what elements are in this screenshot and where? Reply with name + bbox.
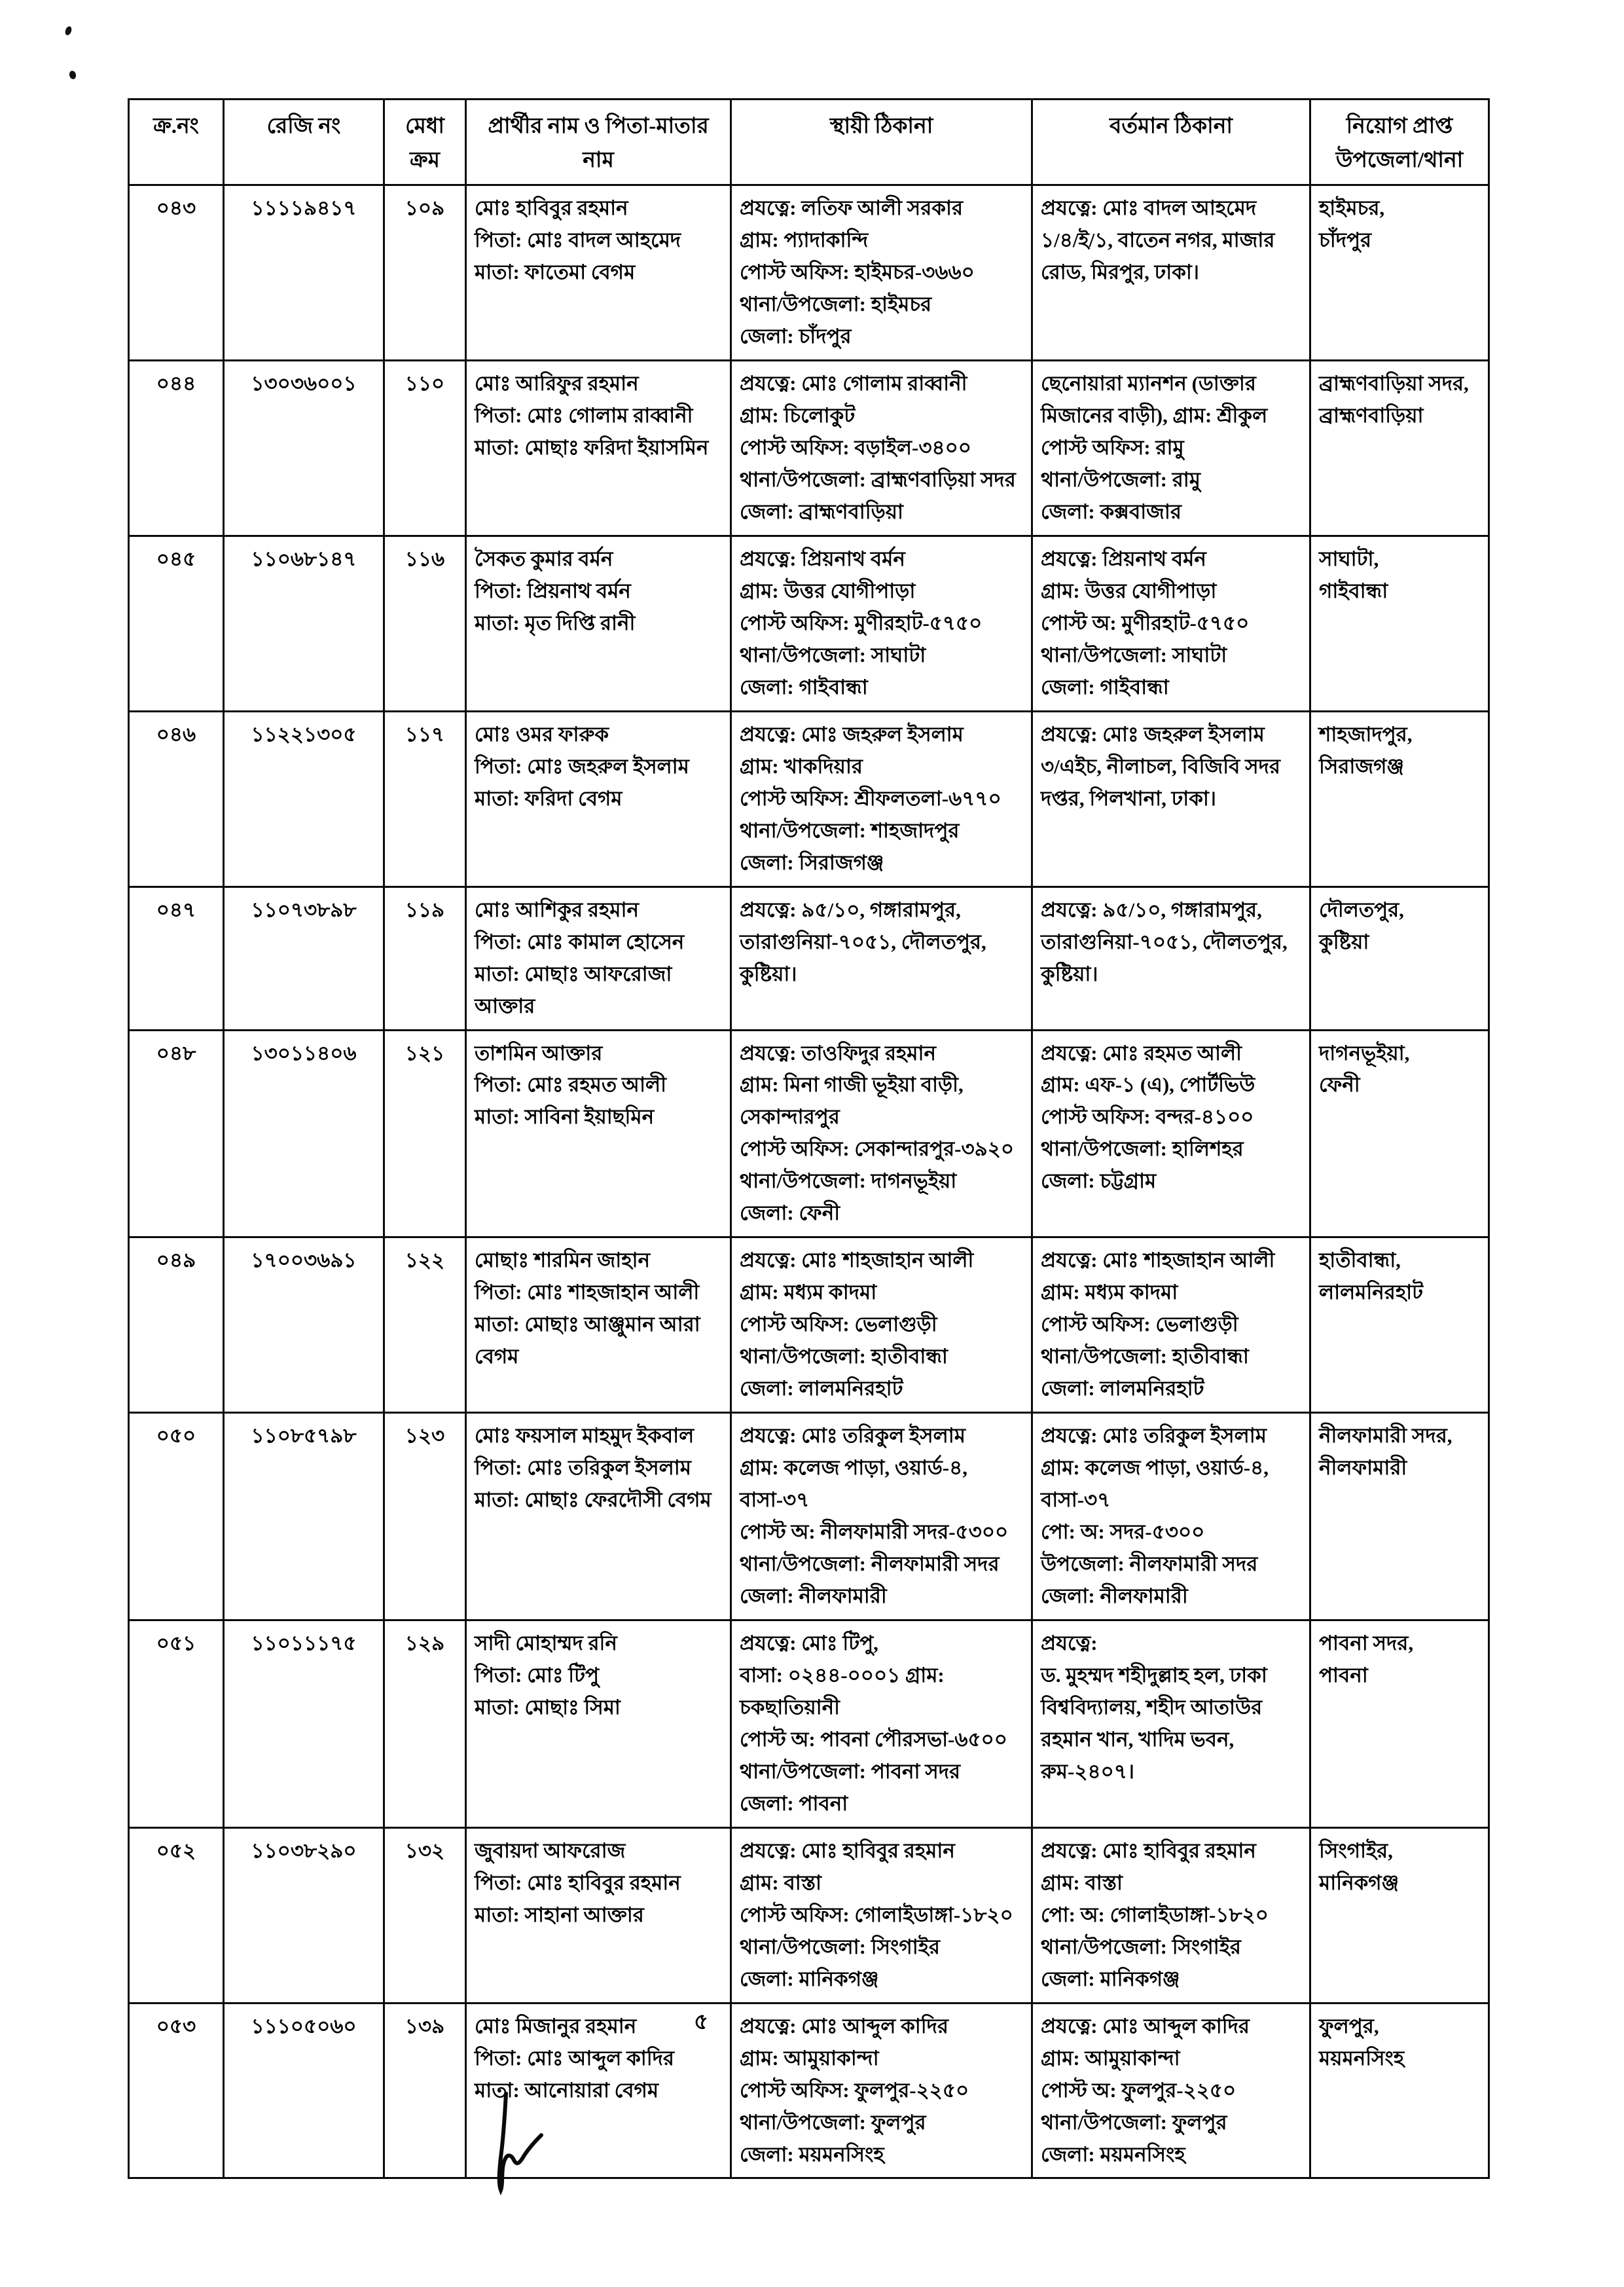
- text-line: থানা/উপজেলা: সাঘাটা: [740, 643, 926, 667]
- serial-cell: [129, 1620, 224, 1827]
- table-row: [129, 887, 1489, 1030]
- text-line: হাতীবান্ধা,: [1319, 1249, 1401, 1272]
- text-line: পাবনা সদর,: [1319, 1631, 1414, 1655]
- text-line: ব্রাহ্মণবাড়িয়া: [1319, 404, 1424, 428]
- text-line: প্রযত্নে: মোঃ শাহজাহান আলী: [740, 1249, 974, 1272]
- merit-cell: [384, 887, 466, 1030]
- serial-cell: [129, 711, 224, 887]
- text-line: প্রযত্নে: মোঃ জহরুল ইসলাম: [740, 722, 964, 746]
- reg-no-cell: [224, 711, 384, 887]
- permanent-address-cell: [731, 2003, 1032, 2178]
- text-line: থানা/উপজেলা: ব্রাহ্মণবাড়িয়া সদর: [740, 468, 1016, 491]
- permanent-address-cell: [731, 361, 1032, 536]
- text-line: ১১০: [405, 372, 445, 395]
- text-line: থানা/উপজেলা: রামু: [1041, 468, 1200, 491]
- text-line: প্রযত্নে: ৯৫/১০, গঙ্গারামপুর, তারাগুনিয়া-৭০৫১, দৌলতপুর, কুষ্টিয়া।: [740, 898, 986, 985]
- text-line: থানা/উপজেলা: হাতীবান্ধা: [1041, 1345, 1249, 1368]
- merit-cell: [384, 361, 466, 536]
- reg-no-cell: [224, 1237, 384, 1413]
- text-line: সাদী মোহাম্মদ রনি: [475, 1631, 617, 1655]
- text-line: গ্রাম: আমুয়াকান্দা: [740, 2046, 879, 2070]
- text-line: পোস্ট অফিস: ভেলাগুড়ী: [1041, 1313, 1238, 1336]
- text-line: প্রযত্নে: মোঃ আব্দুল কাদির: [740, 2014, 948, 2038]
- permanent-address-cell: [731, 1237, 1032, 1413]
- merit-cell: [384, 1030, 466, 1237]
- text-line: ১৩০৩৬০০১: [251, 372, 357, 395]
- table-body: [129, 185, 1489, 2178]
- name-cell: [466, 1827, 731, 2003]
- text-line: মাতা: ফাতেমা বেগম: [475, 261, 636, 284]
- posting-cell: [1310, 887, 1489, 1030]
- posting-cell: [1310, 361, 1489, 536]
- text-line: প্রযত্নে: মোঃ বাদল আহমেদ: [1041, 196, 1257, 220]
- text-line: গ্রাম: মধ্যম কাদমা: [740, 1281, 877, 1304]
- text-line: প্রযত্নে: ৯৫/১০, গঙ্গারামপুর, তারাগুনিয়া-৭০৫১, দৌলতপুর, কুষ্টিয়া।: [1041, 898, 1288, 985]
- posting-cell: [1310, 2003, 1489, 2178]
- text-line: প্রযত্নে: মোঃ টিপু,: [740, 1631, 878, 1655]
- text-line: ১১০৭৩৮৯৮: [251, 898, 357, 921]
- text-line: থানা/উপজেলা: পাবনা সদর: [740, 1759, 961, 1783]
- name-cell: [466, 711, 731, 887]
- text-line: পোস্ট অফিস: ফুলপুর-২২৫০: [740, 2078, 969, 2102]
- table-row: [129, 185, 1489, 361]
- text-line: মাতা: সাবিনা ইয়াছমিন: [475, 1105, 655, 1129]
- merit-cell: [384, 1827, 466, 2003]
- current-address-cell: [1032, 711, 1310, 887]
- text-line: জেলা: মানিকগঞ্জ: [1041, 1967, 1180, 1990]
- text-line: গাইবান্ধা: [1319, 579, 1388, 602]
- text-line: পোস্ট অফিস: হাইমচর-৩৬৬০: [740, 261, 975, 284]
- text-line: জেলা: নীলফামারী: [740, 1584, 887, 1607]
- posting-cell: [1310, 536, 1489, 711]
- text-line: ০৫১: [156, 1631, 196, 1655]
- current-address-cell: [1032, 1827, 1310, 2003]
- permanent-address-cell: [731, 185, 1032, 361]
- text-line: কুষ্টিয়া: [1319, 930, 1369, 953]
- text-line: জেলা: চট্টগ্রাম: [1041, 1169, 1157, 1193]
- text-line: ১৩৯: [405, 2014, 445, 2038]
- text-line: মাতা: মোছাঃ আফরোজা আক্তার: [475, 962, 672, 1017]
- text-line: পোস্ট অফিস: গোলাইডাঙ্গা-১৮২০: [740, 1903, 1013, 1926]
- current-address-cell: [1032, 887, 1310, 1030]
- ink-speck: [64, 26, 73, 36]
- text-line: ১২১: [405, 1041, 445, 1065]
- text-line: মোঃ ফয়সাল মাহমুদ ইকবাল: [475, 1424, 695, 1448]
- text-line: বাসা: ০২৪৪-০০০১ গ্রাম: চকছাতিয়ানী: [740, 1663, 945, 1719]
- text-line: প্রযত্নে: প্রিয়নাথ বর্মন: [1041, 547, 1206, 570]
- text-line: ১১৯: [405, 898, 445, 921]
- name-cell: [466, 1413, 731, 1620]
- current-address-cell: [1032, 1620, 1310, 1827]
- text-line: ১১০৩৮২৯০: [251, 1839, 357, 1862]
- posting-cell: [1310, 1030, 1489, 1237]
- permanent-address-cell: [731, 1030, 1032, 1237]
- current-address-cell: [1032, 536, 1310, 711]
- reg-no-cell: [224, 1827, 384, 2003]
- permanent-address-cell: [731, 711, 1032, 887]
- current-address-cell: [1032, 2003, 1310, 2178]
- text-line: জেলা: লালমনিরহাট: [1041, 1377, 1204, 1400]
- appointment-roster-table: [128, 98, 1490, 2179]
- text-line: ফুলপুর,: [1319, 2014, 1379, 2038]
- text-line: ১/৪/ই/১, বাতেন নগর, মাজার রোড, মিরপুর, ঢাকা।: [1041, 229, 1275, 284]
- text-line: পোস্ট অফিস: ভেলাগুড়ী: [740, 1313, 937, 1336]
- text-line: ব্রাহ্মণবাড়িয়া সদর,: [1319, 372, 1469, 395]
- merit-cell: [384, 1620, 466, 1827]
- text-line: প্রযত্নে: তাওফিদুর রহমান: [740, 1041, 936, 1065]
- text-line: পো: অ: গোলাইডাঙ্গা-১৮২০: [1041, 1903, 1269, 1926]
- text-line: গ্রাম: আমুয়াকান্দা: [1041, 2046, 1180, 2070]
- text-line: ফেনী: [1319, 1073, 1360, 1097]
- text-line: নীলফামারী সদর,: [1319, 1424, 1453, 1448]
- text-line: ০৪৪: [156, 372, 196, 395]
- table-row: [129, 1413, 1489, 1620]
- text-line: প্রযত্নে: লতিফ আলী সরকার: [740, 196, 964, 220]
- text-line: ১৭০০৩৬৯১: [251, 1249, 357, 1272]
- text-line: মাতা: আনোয়ারা বেগম: [475, 2078, 659, 2102]
- text-line: পোস্ট অফিস: শ্রীফলতলা-৬৭৭০: [740, 786, 1001, 810]
- text-line: গ্রাম: মিনা গাজী ভূইয়া বাড়ী, সেকান্দারপুর: [740, 1073, 964, 1129]
- text-line: দাগনভূইয়া,: [1319, 1041, 1410, 1065]
- text-line: জেলা: মানিকগঞ্জ: [740, 1967, 879, 1990]
- table-row: [129, 1030, 1489, 1237]
- text-line: মোঃ মিজানুর রহমান: [475, 2014, 637, 2038]
- text-line: জেলা: ফেনী: [740, 1201, 840, 1225]
- text-line: পিতা: মোঃ রহমত আলী: [475, 1073, 666, 1097]
- table-header-row: [129, 100, 1489, 185]
- reg-no-cell: [224, 1030, 384, 1237]
- posting-cell: [1310, 1237, 1489, 1413]
- text-line: গ্রাম: উত্তর যোগীপাড়া: [740, 579, 916, 602]
- text-line: মোছাঃ শারমিন জাহান: [475, 1249, 651, 1272]
- serial-cell: [129, 361, 224, 536]
- current-address-cell: [1032, 185, 1310, 361]
- text-line: পিতা: মোঃ হাবিবুর রহমান: [475, 1871, 681, 1894]
- text-line: মাতা: মোছাঃ ফরিদা ইয়াসমিন: [475, 436, 709, 460]
- text-line: ০৪৬: [156, 722, 196, 746]
- text-line: প্রযত্নে: মোঃ তরিকুল ইসলাম: [740, 1424, 965, 1448]
- text-line: জেলা: ময়মনসিংহ: [740, 2142, 884, 2166]
- name-cell: [466, 185, 731, 361]
- text-line: প্রযত্নে: মোঃ তরিকুল ইসলাম: [1041, 1424, 1267, 1448]
- text-line: ০৪৯: [156, 1249, 196, 1272]
- text-line: মাতা: মোছাঃ সিমা: [475, 1695, 621, 1719]
- text-line: থানা/উপজেলা: হাতীবান্ধা: [740, 1345, 948, 1368]
- text-line: ০৪৩: [156, 196, 196, 220]
- text-line: প্রযত্নে: মোঃ শাহজাহান আলী: [1041, 1249, 1275, 1272]
- text-line: পিতা: মোঃ টিপু: [475, 1663, 600, 1687]
- reg-no-cell: [224, 1620, 384, 1827]
- text-line: ১৩২: [405, 1839, 445, 1862]
- text-line: গ্রাম: মধ্যম কাদমা: [1041, 1281, 1178, 1304]
- text-line: থানা/উপজেলা: শাহজাদপুর: [740, 818, 960, 842]
- text-line: ময়মনসিংহ: [1319, 2046, 1405, 2070]
- text-line: মোঃ ওমর ফারুক: [475, 722, 609, 746]
- text-line: জেলা: কক্সবাজার: [1041, 500, 1182, 523]
- table-row: [129, 711, 1489, 887]
- merit-cell: [384, 536, 466, 711]
- text-line: গ্রাম: কলেজ পাড়া, ওয়ার্ড-৪, বাসা-৩৭: [1041, 1456, 1269, 1512]
- column-header: মেধা ক্রম: [384, 100, 466, 185]
- text-line: ১১১০৫০৬০: [251, 2014, 357, 2038]
- text-line: ১১০১১১৭৫: [251, 1631, 357, 1655]
- text-line: গ্রাম: এফ-১ (এ), পোর্টভিউ: [1041, 1073, 1255, 1097]
- posting-cell: [1310, 1413, 1489, 1620]
- text-line: চাঁদপুর: [1319, 229, 1372, 252]
- name-cell: [466, 361, 731, 536]
- text-line: মাতা: সাহানা আক্তার: [475, 1903, 644, 1926]
- text-line: ড. মুহম্মদ শহীদুল্লাহ হল, ঢাকা বিশ্ববিদ্যালয়, শহীদ আতাউর রহমান খান, খাদিম ভবন, রুম-২৪০৭।: [1041, 1663, 1267, 1783]
- serial-cell: [129, 1237, 224, 1413]
- text-line: প্রযত্নে: প্রিয়নাথ বর্মন: [740, 547, 905, 570]
- reg-no-cell: [224, 1413, 384, 1620]
- text-line: প্রযত্নে: মোঃ হাবিবুর রহমান: [740, 1839, 955, 1862]
- text-line: ১০৯: [405, 196, 445, 220]
- text-line: পোস্ট অফিস: মুণীরহাট-৫৭৫০: [740, 611, 983, 634]
- current-address-cell: [1032, 1030, 1310, 1237]
- permanent-address-cell: [731, 887, 1032, 1030]
- text-line: থানা/উপজেলা: সিংগাইর: [1041, 1935, 1241, 1958]
- permanent-address-cell: [731, 1620, 1032, 1827]
- column-header: স্থায়ী ঠিকানা: [731, 100, 1032, 185]
- text-line: জুবায়দা আফরোজ: [475, 1839, 626, 1862]
- serial-cell: [129, 2003, 224, 2178]
- permanent-address-cell: [731, 1413, 1032, 1620]
- text-line: থানা/উপজেলা: নীলফামারী সদর: [740, 1552, 1000, 1576]
- text-line: মাতা: মোছাঃ আঞ্জুমান আরা বেগম: [475, 1313, 700, 1368]
- text-line: পিতা: মোঃ আব্দুল কাদির: [475, 2046, 674, 2070]
- text-line: উপজেলা: নীলফামারী সদর: [1041, 1552, 1258, 1576]
- text-line: জেলা: ব্রাহ্মণবাড়িয়া: [740, 500, 903, 523]
- posting-cell: [1310, 1620, 1489, 1827]
- text-line: গ্রাম: প্যাদাকান্দি: [740, 229, 869, 252]
- ink-speck: [68, 70, 77, 80]
- text-line: তাশমিন আক্তার: [475, 1041, 603, 1065]
- text-line: গ্রাম: চিলোকুট: [740, 404, 856, 428]
- table-row: [129, 361, 1489, 536]
- text-line: পোস্ট অ: মুণীরহাট-৫৭৫০: [1041, 611, 1250, 634]
- text-line: জেলা: গাইবান্ধা: [1041, 675, 1169, 699]
- text-line: পোস্ট অ: ফুলপুর-২২৫০: [1041, 2078, 1236, 2102]
- text-line: গ্রাম: উত্তর যোগীপাড়া: [1041, 579, 1217, 602]
- text-line: জেলা: নীলফামারী: [1041, 1584, 1188, 1607]
- text-line: থানা/উপজেলা: দাগনভূইয়া: [740, 1169, 957, 1193]
- text-line: পিতা: প্রিয়নাথ বর্মন: [475, 579, 631, 602]
- text-line: জেলা: চাঁদপুর: [740, 325, 852, 348]
- text-line: জেলা: গাইবান্ধা: [740, 675, 868, 699]
- text-line: সিরাজগঞ্জ: [1319, 754, 1404, 778]
- text-line: গ্রাম: বাস্তা: [740, 1871, 822, 1894]
- reg-no-cell: [224, 361, 384, 536]
- text-line: পিতা: মোঃ তরিকুল ইসলাম: [475, 1456, 691, 1480]
- column-header: প্রার্থীর নাম ও পিতা-মাতার নাম: [466, 100, 731, 185]
- text-line: দৌলতপুর,: [1319, 898, 1404, 921]
- text-line: ০৪৭: [156, 898, 196, 921]
- text-line: প্রযত্নে: মোঃ গোলাম রাব্বানী: [740, 372, 967, 395]
- text-line: মোঃ হাবিবুর রহমান: [475, 196, 628, 220]
- text-line: মাতা: মোছাঃ ফেরদৌসী বেগম: [475, 1488, 712, 1512]
- text-line: পিতা: মোঃ বাদল আহমেদ: [475, 229, 681, 252]
- text-line: পিতা: মোঃ শাহজাহান আলী: [475, 1281, 700, 1304]
- table-row: [129, 2003, 1489, 2178]
- text-line: ১১৭: [405, 722, 445, 746]
- text-line: জেলা: লালমনিরহাট: [740, 1377, 903, 1400]
- posting-cell: [1310, 1827, 1489, 2003]
- table-row: [129, 1620, 1489, 1827]
- text-line: মোঃ আশিকুর রহমান: [475, 898, 639, 921]
- table-row: [129, 1827, 1489, 2003]
- reg-no-cell: [224, 2003, 384, 2178]
- current-address-cell: [1032, 1237, 1310, 1413]
- text-line: থানা/উপজেলা: ফুলপুর: [740, 2110, 926, 2134]
- text-line: ০৫০: [156, 1424, 196, 1448]
- serial-cell: [129, 887, 224, 1030]
- serial-cell: [129, 185, 224, 361]
- text-line: প্রযত্নে: মোঃ হাবিবুর রহমান: [1041, 1839, 1256, 1862]
- serial-cell: [129, 1413, 224, 1620]
- serial-cell: [129, 1030, 224, 1237]
- text-line: পো: অ: সদর-৫৩০০: [1041, 1520, 1205, 1544]
- text-line: লালমনিরহাট: [1319, 1281, 1423, 1304]
- text-line: শাহজাদপুর,: [1319, 722, 1413, 746]
- posting-cell: [1310, 185, 1489, 361]
- page-number: ৫: [694, 2010, 709, 2034]
- merit-cell: [384, 711, 466, 887]
- merit-cell: [384, 1413, 466, 1620]
- column-header: রেজি নং: [224, 100, 384, 185]
- text-line: জেলা: সিরাজগঞ্জ: [740, 851, 884, 874]
- text-line: নীলফামারী: [1319, 1456, 1407, 1480]
- current-address-cell: [1032, 361, 1310, 536]
- text-line: ১১০৬৮১৪৭: [251, 547, 357, 570]
- text-line: গ্রাম: খাকদিয়ার: [740, 754, 863, 778]
- text-line: থানা/উপজেলা: সাঘাটা: [1041, 643, 1227, 667]
- text-line: মোঃ আরিফুর রহমান: [475, 372, 639, 395]
- reg-no-cell: [224, 536, 384, 711]
- text-line: ৩/এইচ, নীলাচল, বিজিবি সদর দপ্তর, পিলখানা, ঢাকা।: [1041, 754, 1280, 810]
- text-line: ছেনোয়ারা ম্যানশন (ডাক্তার মিজানের বাড়ী), গ্রাম: শ্রীকুল: [1041, 372, 1268, 428]
- merit-cell: [384, 185, 466, 361]
- posting-cell: [1310, 711, 1489, 887]
- text-line: প্রযত্নে: মোঃ রহমত আলী: [1041, 1041, 1242, 1065]
- text-line: ০৪৮: [156, 1041, 196, 1065]
- text-line: সৈকত কুমার বর্মন: [475, 547, 613, 570]
- column-header: ক্র.নং: [129, 100, 224, 185]
- text-line: গ্রাম: কলেজ পাড়া, ওয়ার্ড-৪, বাসা-৩৭: [740, 1456, 967, 1512]
- serial-cell: [129, 536, 224, 711]
- permanent-address-cell: [731, 1827, 1032, 2003]
- text-line: হাইমচর,: [1319, 196, 1385, 220]
- merit-cell: [384, 1237, 466, 1413]
- text-line: সিংগাইর,: [1319, 1839, 1393, 1862]
- name-cell: [466, 1030, 731, 1237]
- text-line: প্রযত্নে: মোঃ আব্দুল কাদির: [1041, 2014, 1250, 2038]
- name-cell: [466, 887, 731, 1030]
- text-line: জেলা: ময়মনসিংহ: [1041, 2142, 1185, 2166]
- text-line: থানা/উপজেলা: সিংগাইর: [740, 1935, 940, 1958]
- text-line: থানা/উপজেলা: হাইমচর: [740, 293, 932, 316]
- table-row: [129, 536, 1489, 711]
- text-line: ১১২২১৩০৫: [251, 722, 357, 746]
- column-header: নিয়োগ প্রাপ্ত উপজেলা/থানা: [1310, 100, 1489, 185]
- signature-mark: [481, 2092, 560, 2197]
- name-cell: [466, 1237, 731, 1413]
- reg-no-cell: [224, 887, 384, 1030]
- text-line: ০৪৫: [156, 547, 196, 570]
- text-line: পোস্ট অফিস: বন্দর-৪১০০: [1041, 1105, 1254, 1129]
- text-line: ১২৯: [405, 1631, 445, 1655]
- text-line: পাবনা: [1319, 1663, 1368, 1687]
- text-line: সাঘাটা,: [1319, 547, 1379, 570]
- merit-cell: [384, 2003, 466, 2178]
- text-line: পোস্ট অফিস: বড়াইল-৩৪০০: [740, 436, 971, 460]
- text-line: পোস্ট অফিস: রামু: [1041, 436, 1184, 460]
- text-line: গ্রাম: বাস্তা: [1041, 1871, 1123, 1894]
- text-line: থানা/উপজেলা: ফুলপুর: [1041, 2110, 1227, 2134]
- text-line: ০৫৩: [156, 2014, 196, 2038]
- text-line: ১২২: [405, 1249, 445, 1272]
- text-line: পিতা: মোঃ কামাল হোসেন: [475, 930, 685, 953]
- text-line: পোস্ট অ: নীলফামারী সদর-৫৩০০: [740, 1520, 1009, 1544]
- text-line: পোস্ট অ: পাবনা পৌরসভা-৬৫০০: [740, 1727, 1007, 1751]
- reg-no-cell: [224, 185, 384, 361]
- text-line: প্রযত্নে: মোঃ জহরুল ইসলাম: [1041, 722, 1265, 746]
- text-line: ১৩০১১৪০৬: [251, 1041, 357, 1065]
- text-line: পিতা: মোঃ গোলাম রাব্বানী: [475, 404, 693, 428]
- text-line: মানিকগঞ্জ: [1319, 1871, 1399, 1894]
- text-line: ১১৬: [405, 547, 445, 570]
- text-line: ০৫২: [156, 1839, 196, 1862]
- text-line: জেলা: পাবনা: [740, 1791, 848, 1815]
- text-line: প্রযত্নে:: [1041, 1631, 1098, 1655]
- permanent-address-cell: [731, 536, 1032, 711]
- table-row: [129, 1237, 1489, 1413]
- name-cell: [466, 536, 731, 711]
- text-line: পোস্ট অফিস: সেকান্দারপুর-৩৯২০: [740, 1137, 1015, 1161]
- text-line: থানা/উপজেলা: হালিশহর: [1041, 1137, 1244, 1161]
- current-address-cell: [1032, 1413, 1310, 1620]
- text-line: ১২৩: [405, 1424, 445, 1448]
- text-line: ১১০৮৫৭৯৮: [251, 1424, 357, 1448]
- text-line: মাতা: ফরিদা বেগম: [475, 786, 623, 810]
- name-cell: [466, 1620, 731, 1827]
- text-line: পিতা: মোঃ জহরুল ইসলাম: [475, 754, 689, 778]
- text-line: মাতা: মৃত দিপ্তি রানী: [475, 611, 636, 634]
- column-header: বর্তমান ঠিকানা: [1032, 100, 1310, 185]
- serial-cell: [129, 1827, 224, 2003]
- text-line: ১১১১৯৪১৭: [251, 196, 357, 220]
